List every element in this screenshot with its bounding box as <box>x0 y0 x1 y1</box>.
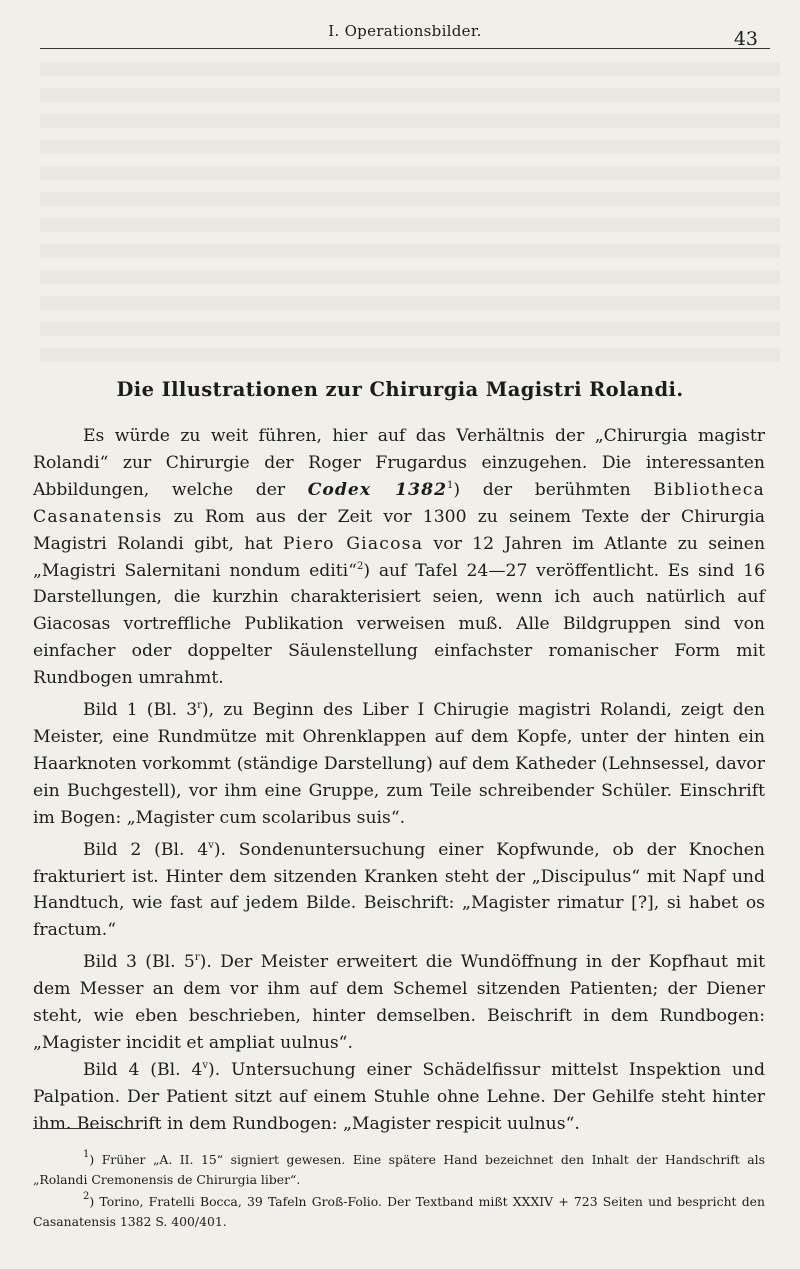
running-header <box>40 20 770 49</box>
footnote-divider <box>33 1128 137 1129</box>
footnote-1: $^1$) Früher „A. II. 15“ signiert gewesen. Eine spätere Hand bezeichnet den Inhalt der Handschrift als „Rolandi Cremonensis de Chirurgia liber“. <box>33 1149 765 1187</box>
body-text <box>33 423 765 1138</box>
footnote-marker: 2 <box>356 560 364 572</box>
paragraph-bild-3: Bild 3 (Bl. 5$^r$). Der Meister erweitert die Wundöffnung in der Kopfhaut mit dem Messer an dem vor ihm auf dem Schemel sitzenden Patienten; der Diener steht, wie eben beschrieben, hinter demselben. Beischrift in dem Rundbogen: „Magister incidit et ampliat uulnus“. <box>33 952 766 1053</box>
section-heading: Die Illustrationen zur Chirurgia Magistri Rolandi. <box>116 378 684 401</box>
library-name: Bibliotheca Casanatensis <box>33 479 765 527</box>
paragraph-bild-1: Bild 1 (Bl. 3$^r$), zu Beginn des Liber I Chirugie magistri Rolandi, zeigt den Meister, eine Rundmütze mit Ohrenklappen auf dem Kopfe, unter der hinten ein Haarknoten vorkommt (ständige Darstellung) auf dem Katheder (Lehnsessel, davor ein Buchgestell), vor ihm eine Gruppe, zum Teile schreibender Schüler. Einschrift im Bogen: „Magister cum scolaribus suis“. <box>33 700 765 828</box>
footnotes <box>33 1150 765 1234</box>
footnote-2: $^2$) Torino, Fratelli Bocca, 39 Tafeln Groß-Folio. Der Textband mißt XXXIV + 723 Seiten und bespricht den Casanatensis 1382 S. 400/401. <box>33 1191 765 1229</box>
paragraph-bild-2: Bild 2 (Bl. 4$^v$). Sondenuntersuchung einer Kopfwunde, ob der Knochen frakturiert ist. Hinter dem sitzenden Kranken steht der „Discipulus“ mit Napf und Handtuch, wie fast auf jedem Bilde. Beischrift: „Magister rimatur [?], si habet os fractum.“ <box>33 839 766 941</box>
show-through-text <box>40 62 780 362</box>
running-title: I. Operationsbilder. <box>328 22 482 40</box>
footnote-marker: 1 <box>447 479 454 491</box>
codex-reference: Codex 1382 <box>307 479 448 500</box>
page-number: 43 <box>733 28 758 50</box>
paragraph-intro: Es würde zu weit führen, hier auf das Verhältnis der „Chirurgia magistr Rolandi“ zur Chirurgie der Roger Frugardus einzugehen. Die interessanten Abbildungen, welche der Codex 1382$^1$) der berühmten Bibliotheca Casanatensis zu Rom aus der Zeit vor 1300 zu seinem Texte der Chirurgia Magistri Rolandi gibt, hat Piero Giacosa vor 12 Jahren im Atlante zu seinen „Magistri Salernitani nondum editi“$^2$) auf Tafel 24—27 veröffentlicht. Es sind 16 Darstellungen, die kurzhin charakterisiert seien, wenn ich auch natürlich auf Giacosas vortreffliche Publikation verweisen muß. Alle Bildgruppen sind von einfacher oder doppelter Säulenstellung einfachster romanischer Form mit Rundbogen umrahmt. <box>33 426 766 689</box>
author-name: Piero Giacosa <box>282 533 424 554</box>
paragraph-bild-4: Bild 4 (Bl. 4$^v$). Untersuchung einer Schädelfissur mittelst Inspektion und Palpation. Der Patient sitzt auf einem Stuhle ohne Lehne. Der Gehilfe steht hinter ihm. Beischrift in dem Rundbogen: „Magister respicit uulnus“. <box>33 1059 766 1134</box>
